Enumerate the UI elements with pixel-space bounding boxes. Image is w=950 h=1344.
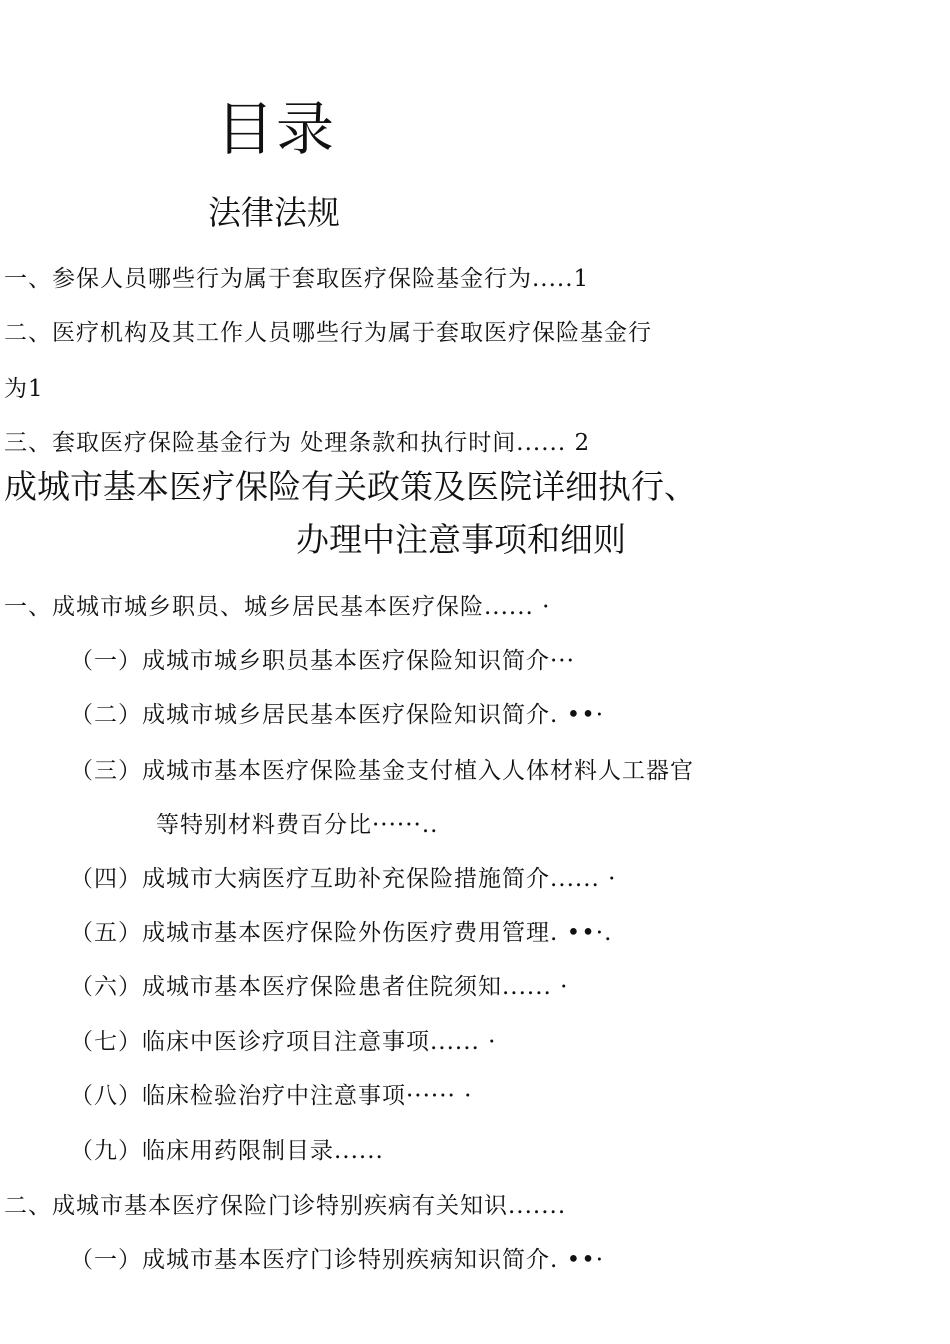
- toc-entry[interactable]: 一、参保人员哪些行为属于套取医疗保险基金行为.....1: [4, 266, 590, 292]
- toc-subentry[interactable]: （七）临床中医诊疗项目注意事项...... ·: [70, 1029, 497, 1055]
- toc-subentry[interactable]: （八）临床检验治疗中注意事项······ ·: [70, 1083, 473, 1109]
- toc-subentry[interactable]: （三）成城市基本医疗保险基金支付植入人体材料人工器官: [70, 758, 694, 784]
- toc-subentry[interactable]: （四）成城市大病医疗互助补充保险措施简介...... ·: [70, 866, 617, 892]
- toc-subentry-continuation[interactable]: 等特别材料费百分比······..: [156, 812, 439, 838]
- toc-title: 目录: [216, 95, 337, 163]
- section-heading-policy-line2: 办理中注意事项和细则: [296, 520, 626, 559]
- toc-subentry[interactable]: （一）成城市基本医疗门诊特别疾病知识简介. ••·: [70, 1247, 605, 1273]
- toc-entry[interactable]: 一、成城市城乡职员、城乡居民基本医疗保险...... ·: [4, 594, 551, 620]
- toc-entry[interactable]: 三、套取医疗保险基金行为 处理条款和执行时间...... 2: [4, 430, 591, 456]
- toc-subentry[interactable]: （六）成城市基本医疗保险患者住院须知...... ·: [70, 974, 569, 1000]
- section-heading-policy-line1: 成城市基本医疗保险有关政策及医院详细执行、: [4, 467, 697, 506]
- toc-subentry[interactable]: （五）成城市基本医疗保险外伤医疗费用管理. ••·.: [70, 920, 613, 946]
- toc-subentry[interactable]: （一）成城市城乡职员基本医疗保险知识简介···: [70, 648, 575, 674]
- toc-subentry[interactable]: （九）临床用药限制目录......: [70, 1138, 384, 1164]
- toc-entry[interactable]: 二、成城市基本医疗保险门诊特别疾病有关知识.......: [4, 1193, 567, 1219]
- toc-entry-continuation[interactable]: 为1: [4, 376, 44, 402]
- section-heading-laws: 法律法规: [208, 193, 340, 232]
- toc-entry[interactable]: 二、医疗机构及其工作人员哪些行为属于套取医疗保险基金行: [4, 320, 652, 346]
- toc-subentry[interactable]: （二）成城市城乡居民基本医疗保险知识简介. ••·: [70, 702, 605, 728]
